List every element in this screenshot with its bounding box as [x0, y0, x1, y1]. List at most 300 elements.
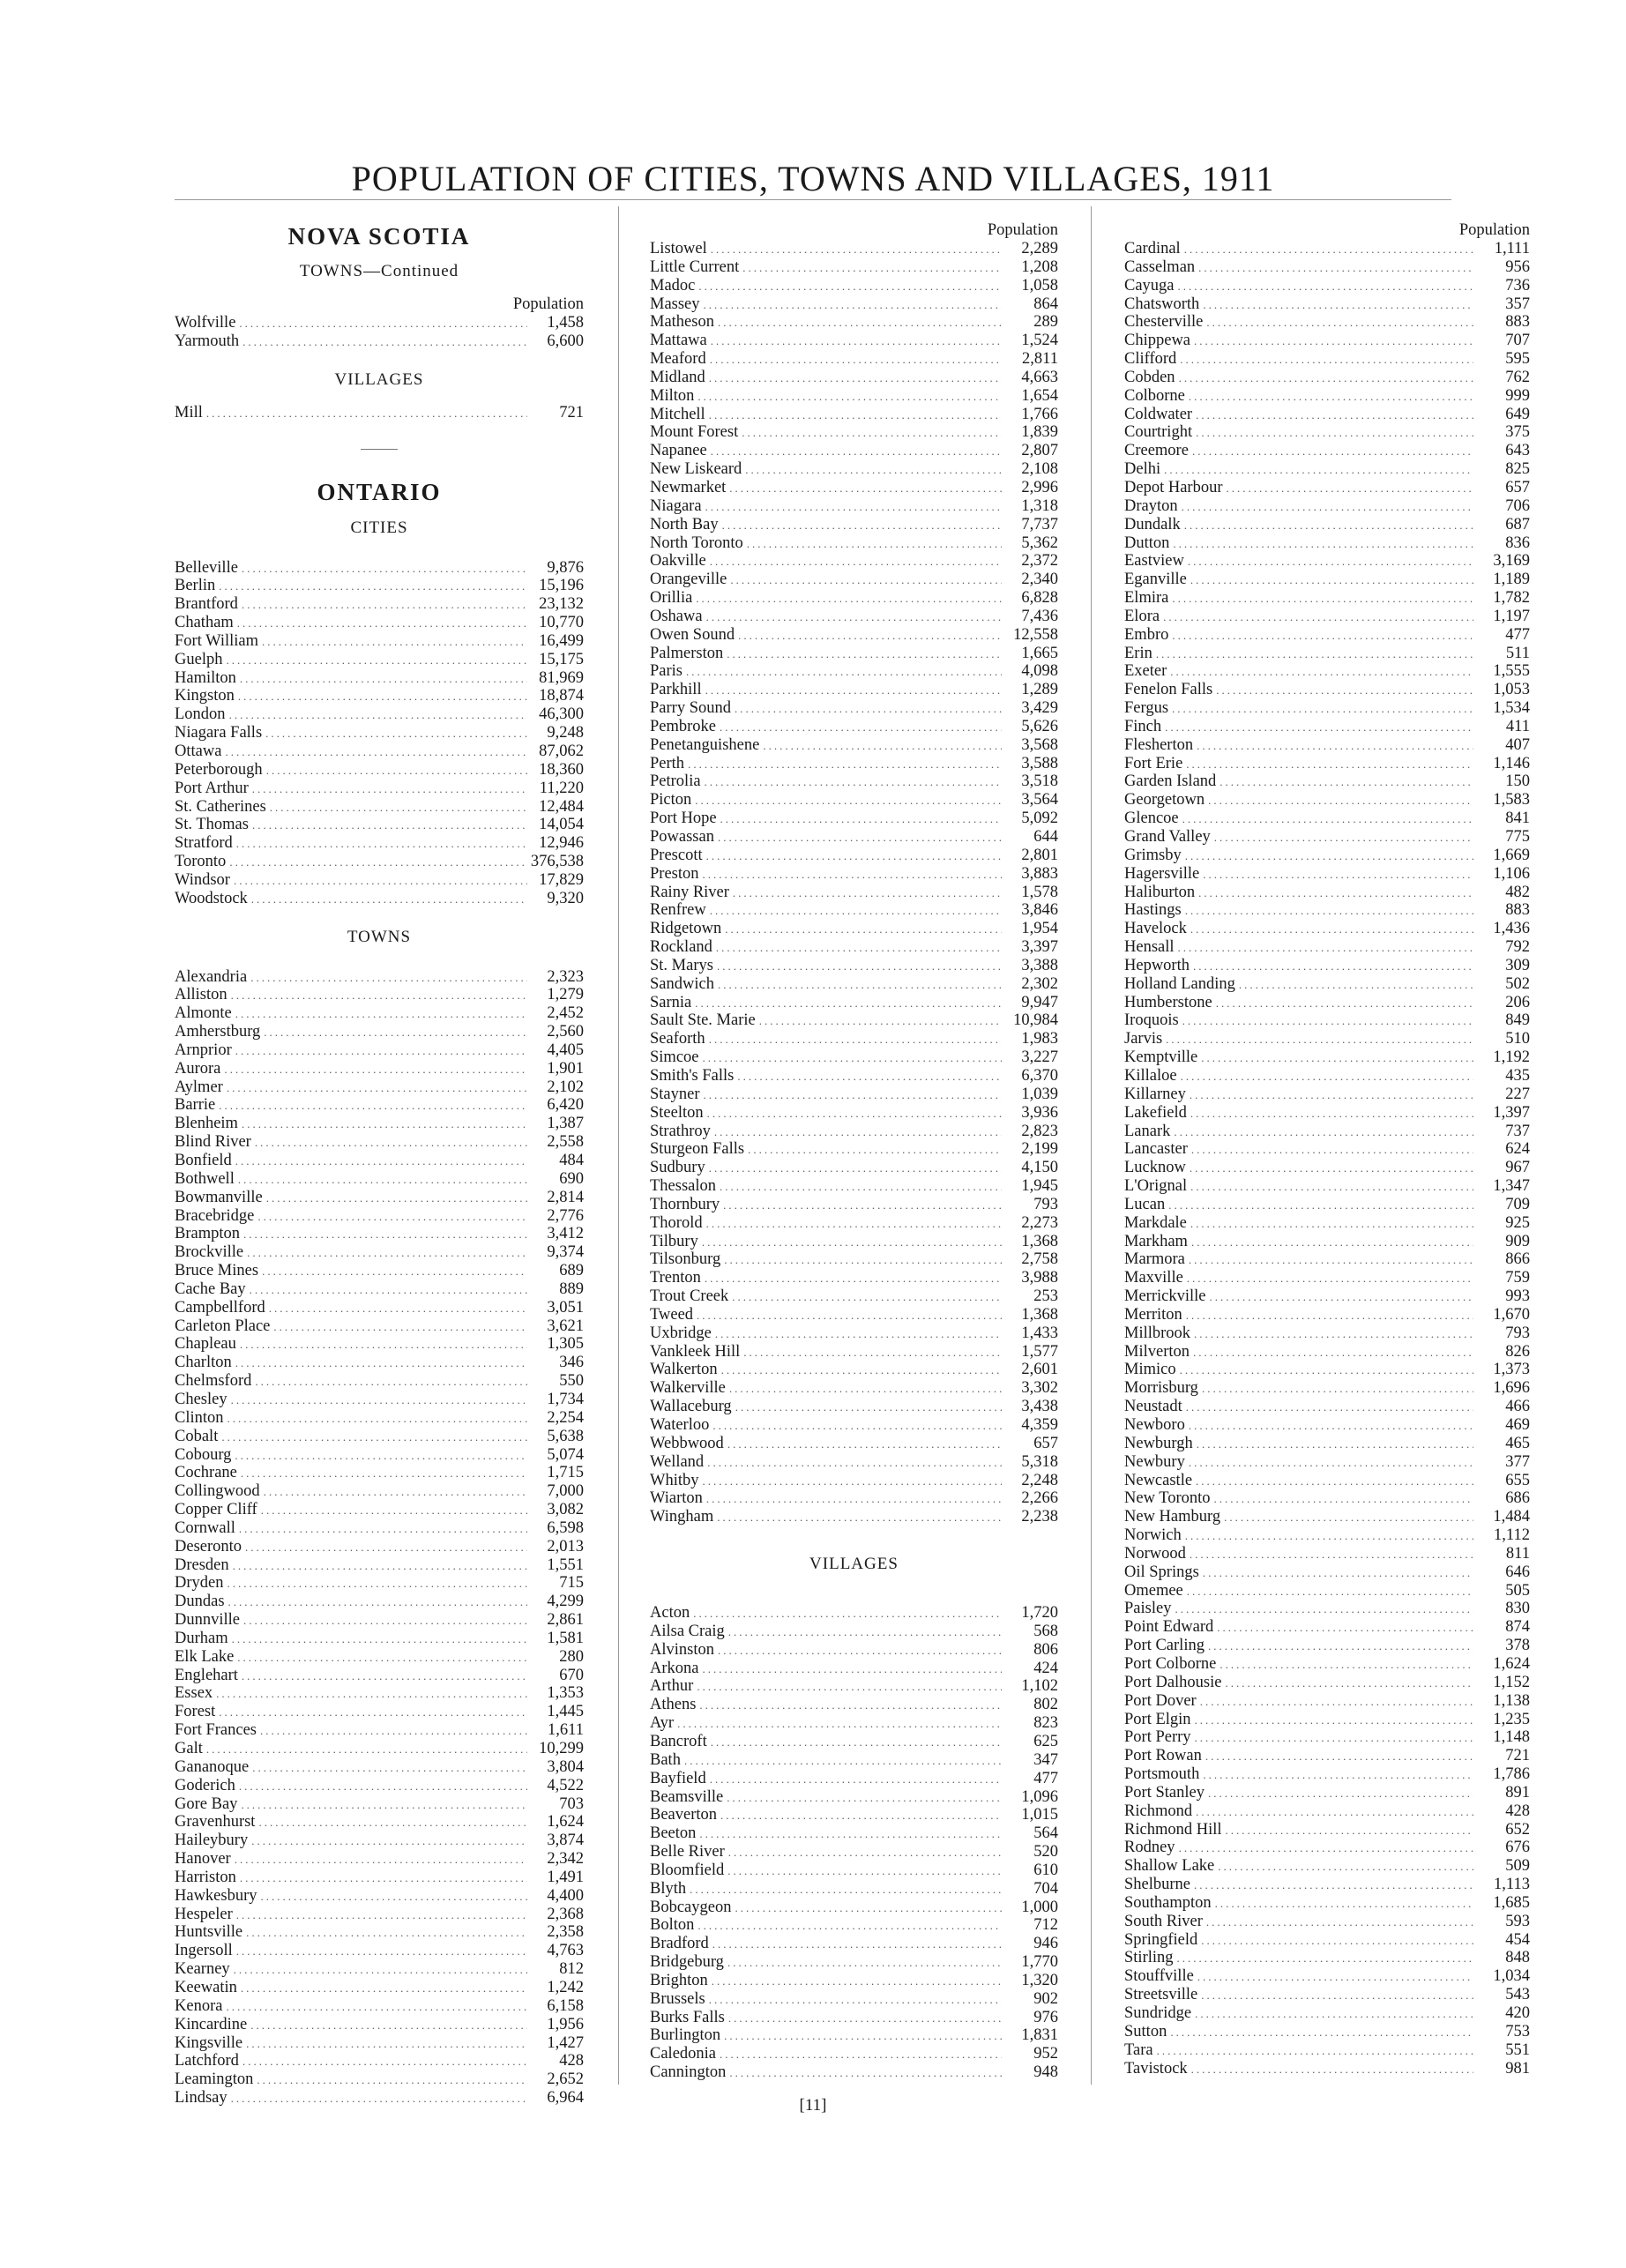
place-name: Glencoe: [1124, 809, 1179, 828]
population-value: 793: [1505, 1324, 1530, 1342]
place-name: Sandwich: [650, 974, 714, 993]
list-item: [650, 1972, 1058, 1990]
leader-dots: [735, 1399, 1002, 1416]
population-value: 289: [1033, 313, 1058, 332]
place-name: Lancaster: [1124, 1140, 1188, 1159]
place-name: Guelph: [175, 650, 223, 668]
population-value: 925: [1505, 1213, 1530, 1232]
place-name: Ailsa Craig: [650, 1622, 725, 1640]
list-item: [1124, 406, 1530, 424]
population-value: 721: [559, 403, 584, 422]
leader-dots: [225, 743, 527, 761]
leader-dots: [228, 1593, 527, 1611]
leader-dots: [241, 1796, 527, 1814]
place-name: Hamilton: [175, 668, 236, 687]
leader-dots: [710, 351, 1002, 369]
leader-dots: [240, 670, 527, 688]
list-item: [175, 1630, 584, 1648]
place-name: Arkona: [650, 1659, 699, 1677]
leader-dots: [727, 1436, 1002, 1453]
population-value: 823: [1033, 1714, 1058, 1733]
leader-dots: [1181, 1068, 1473, 1086]
list-item: [1124, 1177, 1530, 1196]
population-value: 5,318: [1021, 1452, 1058, 1471]
place-name: Shallow Lake: [1124, 1857, 1215, 1876]
population-value: 1,782: [1493, 589, 1530, 608]
leader-dots: [705, 1270, 1002, 1287]
list-item: [1124, 2041, 1530, 2060]
place-name: Exeter: [1124, 662, 1167, 681]
leader-dots: [1216, 682, 1473, 699]
leader-dots: [270, 799, 527, 817]
list-item: [175, 1758, 584, 1777]
leader-dots: [219, 1097, 527, 1115]
population-value: 826: [1505, 1342, 1530, 1361]
leader-dots: [264, 1483, 527, 1501]
towns-list-1: [175, 968, 584, 2108]
leader-dots: [1165, 719, 1473, 736]
place-name: Little Current: [650, 257, 740, 276]
list-item: [1124, 2060, 1530, 2078]
list-item: [1124, 645, 1530, 663]
population-value: 1,685: [1493, 1893, 1530, 1912]
place-name: Milton: [650, 386, 695, 405]
population-value: 1,208: [1021, 257, 1058, 276]
leader-dots: [243, 1612, 527, 1630]
list-item: [650, 406, 1058, 424]
leader-dots: [720, 810, 1002, 828]
list-item: [175, 1923, 584, 1942]
leader-dots: [1201, 1987, 1473, 2004]
list-item: [175, 1979, 584, 1997]
place-name: Oakville: [650, 552, 706, 571]
list-item: [175, 1262, 584, 1280]
list-item: [650, 791, 1058, 809]
leader-dots: [1196, 1803, 1473, 1821]
population-value: 377: [1505, 1452, 1530, 1471]
population-value: 1,624: [1493, 1654, 1530, 1673]
population-value: 704: [1033, 1879, 1058, 1898]
leader-dots: [250, 1281, 527, 1299]
place-name: Sundridge: [1124, 2004, 1192, 2022]
leader-dots: [1156, 645, 1473, 663]
list-item: [175, 1887, 584, 1906]
population-value: 652: [1505, 1820, 1530, 1839]
leader-dots: [266, 1190, 527, 1207]
place-name: Galt: [175, 1740, 203, 1757]
population-value: 706: [1505, 496, 1530, 515]
place-name: Sudbury: [650, 1159, 705, 1177]
place-name: Garden Island: [1124, 772, 1217, 791]
leader-dots: [1209, 1288, 1473, 1306]
list-item: [650, 1250, 1058, 1269]
leader-dots: [710, 553, 1002, 571]
place-name: Uxbridge: [650, 1324, 712, 1342]
section-heading-towns-continued: TOWNS—Continued: [299, 262, 459, 280]
place-name: Thornbury: [650, 1195, 720, 1213]
column-3: [1124, 220, 1530, 2078]
place-name: Clifford: [1124, 350, 1177, 369]
place-name: Walkerville: [650, 1379, 726, 1398]
leader-dots: [699, 1825, 1002, 1843]
population-value: 12,946: [539, 834, 584, 853]
list-item: [650, 809, 1058, 828]
leader-dots: [235, 1354, 527, 1372]
population-value: 4,405: [547, 1041, 584, 1059]
place-name: Acton: [650, 1604, 690, 1623]
population-value: 11,220: [539, 779, 584, 797]
place-name: Stirling: [1124, 1949, 1174, 1967]
list-item: [1124, 1398, 1530, 1416]
list-item: [1124, 847, 1530, 865]
population-value: 2,758: [1021, 1250, 1058, 1269]
list-item: [1124, 1196, 1530, 1214]
population-value: 477: [1033, 1769, 1058, 1787]
list-item: [650, 1011, 1058, 1030]
population-value: 946: [1033, 1935, 1058, 1953]
population-value: 10,984: [1013, 1011, 1058, 1030]
population-value: 15,196: [539, 577, 584, 595]
list-item: [175, 2034, 584, 2053]
list-item: [175, 1115, 584, 1133]
leader-dots: [684, 1752, 1002, 1770]
place-name: Sarnia: [650, 993, 692, 1011]
leader-dots: [1191, 1141, 1473, 1159]
leader-dots: [1182, 498, 1473, 516]
population-value: 1,113: [1494, 1876, 1530, 1894]
leader-dots: [1197, 737, 1473, 755]
place-name: Pembroke: [650, 717, 717, 735]
population-value: 676: [1505, 1839, 1530, 1857]
leader-dots: [717, 1509, 1002, 1526]
leader-dots: [1191, 2061, 1473, 2078]
population-value: 762: [1505, 368, 1530, 386]
place-name: Mimico: [1124, 1361, 1176, 1379]
population-value: 595: [1505, 350, 1530, 369]
place-name: Stratford: [175, 834, 233, 853]
population-value: 848: [1505, 1949, 1530, 1967]
population-value: 1,111: [1494, 240, 1530, 257]
population-value: 9,320: [547, 889, 584, 907]
leader-dots: [709, 1160, 1002, 1177]
list-item: [650, 938, 1058, 957]
population-value: 721: [1505, 1747, 1530, 1765]
leader-dots: [1190, 1546, 1473, 1563]
list-item: [1124, 828, 1530, 847]
leader-dots: [1196, 407, 1473, 424]
place-name: Morrisburg: [1124, 1379, 1198, 1398]
list-item: [175, 1740, 584, 1758]
leader-dots: [706, 608, 1002, 626]
population-value: 1,235: [1493, 1710, 1530, 1728]
place-name: Iroquois: [1124, 1011, 1179, 1030]
population-value: 1,956: [547, 2015, 584, 2033]
leader-dots: [1164, 461, 1473, 479]
leader-dots: [702, 1234, 1002, 1251]
place-name: Lucan: [1124, 1195, 1166, 1213]
place-name: Port Arthur: [175, 779, 249, 797]
population-value: 466: [1505, 1398, 1530, 1416]
place-name: Finch: [1124, 717, 1162, 735]
list-item: [1124, 369, 1530, 387]
place-name: Berlin: [175, 577, 216, 595]
leader-dots: [237, 615, 527, 632]
place-name: Walkerton: [650, 1361, 718, 1379]
leader-dots: [712, 1936, 1002, 1953]
list-item: [650, 534, 1058, 553]
title-rule: [175, 199, 1451, 200]
leader-dots: [258, 1814, 527, 1832]
list-item: [175, 2052, 584, 2070]
population-value: 3,988: [1021, 1269, 1058, 1287]
place-name: Burlington: [650, 2026, 721, 2045]
leader-dots: [1186, 756, 1473, 773]
leader-dots: [1189, 1251, 1473, 1269]
leader-dots: [1203, 1766, 1473, 1784]
list-item: [650, 1196, 1058, 1214]
population-value: 309: [1505, 956, 1530, 974]
list-item: [1124, 626, 1530, 645]
leader-dots: [732, 1288, 1002, 1306]
list-item: [175, 816, 584, 834]
leader-dots: [703, 1473, 1003, 1490]
place-name: Cobourg: [175, 1445, 232, 1464]
list-item: [1124, 1600, 1530, 1618]
place-name: Collingwood: [175, 1482, 260, 1501]
list-item: [1124, 1876, 1530, 1894]
place-name: Havelock: [1124, 920, 1187, 938]
place-name: Cobden: [1124, 368, 1175, 386]
list-item: [650, 1233, 1058, 1251]
population-value: 1,347: [1493, 1177, 1530, 1196]
population-value: 206: [1505, 993, 1530, 1011]
list-item: [650, 1140, 1058, 1159]
list-item: [1124, 1011, 1530, 1030]
list-item: [1124, 1453, 1530, 1472]
list-item: [175, 1041, 584, 1060]
ns-towns-list: [175, 314, 584, 351]
leader-dots: [1205, 1748, 1473, 1765]
place-name: Chatham: [175, 614, 234, 632]
leader-dots: [1201, 1932, 1473, 1950]
leader-dots: [1187, 1270, 1473, 1287]
place-name: Richmond Hill: [1124, 1820, 1222, 1839]
population-value: 1,192: [1493, 1048, 1530, 1067]
leader-dots: [242, 1667, 527, 1685]
leader-dots: [236, 1943, 527, 1960]
leader-dots: [1190, 1215, 1473, 1233]
list-item: [175, 1538, 584, 1556]
section-heading-villages: VILLAGES: [334, 369, 424, 389]
list-item: [650, 1899, 1058, 1917]
place-name: Bloomfield: [650, 1861, 725, 1879]
list-item: [175, 1354, 584, 1372]
list-item: [650, 1398, 1058, 1416]
list-item: [175, 1574, 584, 1593]
place-name: Bobcaygeon: [650, 1898, 732, 1916]
leader-dots: [1184, 241, 1473, 258]
place-name: Athens: [650, 1696, 697, 1714]
leader-dots: [1220, 773, 1473, 791]
population-header: Population: [987, 221, 1058, 239]
leader-dots: [717, 958, 1002, 975]
list-item: [175, 1648, 584, 1667]
leader-dots: [707, 1454, 1002, 1472]
list-item: [1124, 423, 1530, 442]
place-name: Lucknow: [1124, 1159, 1186, 1177]
list-item: [650, 350, 1058, 369]
population-value: 2,776: [547, 1206, 584, 1225]
list-item: [1124, 1324, 1530, 1343]
list-item: [1124, 1508, 1530, 1526]
leader-dots: [206, 1741, 527, 1758]
leader-dots: [265, 725, 527, 742]
population-value: 1,945: [1021, 1177, 1058, 1196]
list-item: [1124, 975, 1530, 994]
population-value: 1,583: [1493, 791, 1530, 809]
place-name: Woodstock: [175, 889, 248, 907]
place-name: Parry Sound: [650, 699, 731, 718]
place-name: Milverton: [1124, 1342, 1190, 1361]
list-item: [650, 1343, 1058, 1362]
place-name: Thessalon: [650, 1177, 717, 1196]
population-value: 1,279: [547, 986, 584, 1004]
leader-dots: [1187, 1583, 1473, 1600]
leader-dots: [227, 1410, 527, 1428]
list-item: [650, 957, 1058, 975]
leader-dots: [1174, 1123, 1473, 1141]
population-value: 883: [1505, 313, 1530, 332]
list-item: [175, 1667, 584, 1685]
population-value: 1,148: [1493, 1728, 1530, 1747]
place-name: Huntsville: [175, 1923, 243, 1942]
leader-dots: [747, 535, 1002, 553]
list-item: [175, 1409, 584, 1428]
list-item: [175, 1133, 584, 1152]
population-value: 9,947: [1021, 993, 1058, 1011]
section-heading-villages: VILLAGES: [809, 1555, 899, 1574]
population-value: 3,564: [1021, 791, 1058, 809]
leader-dots: [720, 2046, 1002, 2063]
population-value: 1,983: [1021, 1030, 1058, 1048]
place-name: New Liskeard: [650, 460, 742, 479]
list-item: [175, 332, 584, 351]
list-item: [1124, 295, 1530, 314]
population-value: 2,814: [547, 1188, 584, 1206]
list-item: [1124, 1894, 1530, 1913]
population-value: 1,353: [547, 1684, 584, 1703]
list-item: [650, 1104, 1058, 1123]
leader-dots: [695, 995, 1002, 1012]
list-item: [650, 1086, 1058, 1104]
leader-dots: [707, 1105, 1002, 1123]
leader-dots: [1225, 1675, 1473, 1692]
list-item: [650, 1935, 1058, 1953]
list-item: [1124, 772, 1530, 791]
place-name: Brussels: [650, 1989, 705, 2008]
place-name: Dutton: [1124, 533, 1170, 552]
population-value: 280: [559, 1647, 584, 1666]
leader-dots: [1193, 1344, 1473, 1362]
leader-dots: [697, 1678, 1002, 1696]
population-value: 5,362: [1021, 533, 1058, 552]
list-item: [175, 1464, 584, 1482]
population-value: 3,588: [1021, 754, 1058, 772]
leader-dots: [227, 1079, 527, 1097]
place-name: Merriton: [1124, 1305, 1182, 1324]
list-item: [650, 865, 1058, 884]
leader-dots: [239, 1520, 527, 1538]
population-value: 7,737: [1021, 515, 1058, 533]
place-name: New Hamburg: [1124, 1508, 1221, 1526]
list-item: [650, 479, 1058, 497]
leader-dots: [250, 2017, 527, 2034]
list-item: [1124, 1030, 1530, 1048]
population-value: 802: [1033, 1696, 1058, 1714]
place-name: Jarvis: [1124, 1030, 1163, 1048]
place-name: Omemee: [1124, 1581, 1183, 1600]
list-item: [1124, 755, 1530, 773]
list-item: [650, 755, 1058, 773]
place-name: Burks Falls: [650, 2008, 725, 2026]
leader-dots: [1217, 1619, 1473, 1637]
towns-list-2: [650, 240, 1058, 1526]
list-item: [1124, 1711, 1530, 1729]
place-name: Hensall: [1124, 938, 1175, 957]
leader-dots: [219, 1704, 527, 1721]
population-value: 1,524: [1021, 332, 1058, 350]
leader-dots: [711, 443, 1002, 460]
leader-dots: [697, 388, 1002, 406]
leader-dots: [246, 1924, 527, 1942]
place-name: Preston: [650, 864, 699, 883]
place-name: Gravenhurst: [175, 1813, 256, 1832]
population-value: 1,015: [1021, 1806, 1058, 1824]
leader-dots: [1201, 1049, 1473, 1067]
place-name: Port Dover: [1124, 1691, 1197, 1710]
leader-dots: [235, 1851, 527, 1869]
place-name: Massey: [650, 295, 700, 313]
leader-dots: [729, 2064, 1002, 2082]
leader-dots: [231, 1391, 527, 1409]
place-name: Lanark: [1124, 1122, 1171, 1140]
population-value: 23,132: [539, 595, 584, 614]
leader-dots: [1163, 608, 1473, 626]
list-item: [175, 1482, 584, 1501]
population-value: 12,558: [1013, 625, 1058, 644]
place-name: Port Rowan: [1124, 1747, 1202, 1765]
leader-dots: [1185, 847, 1473, 865]
place-name: Bancroft: [650, 1732, 707, 1750]
leader-dots: [709, 1991, 1002, 2009]
ns-villages-list: [175, 404, 584, 422]
list-item: [1124, 1526, 1530, 1545]
population-value: 420: [1505, 2004, 1530, 2022]
list-item: [650, 369, 1058, 387]
list-item: [1124, 938, 1530, 957]
place-name: Newboro: [1124, 1416, 1185, 1434]
leader-dots: [1185, 902, 1473, 920]
list-item: [650, 1696, 1058, 1714]
list-item: [175, 1997, 584, 2016]
place-name: Caledonia: [650, 2045, 717, 2063]
place-name: L'Orignal: [1124, 1177, 1188, 1196]
population-value: 909: [1505, 1232, 1530, 1250]
list-item: [1124, 1067, 1530, 1086]
population-value: 484: [559, 1152, 584, 1169]
population-value: 435: [1505, 1066, 1530, 1085]
place-name: Georgetown: [1124, 791, 1205, 809]
